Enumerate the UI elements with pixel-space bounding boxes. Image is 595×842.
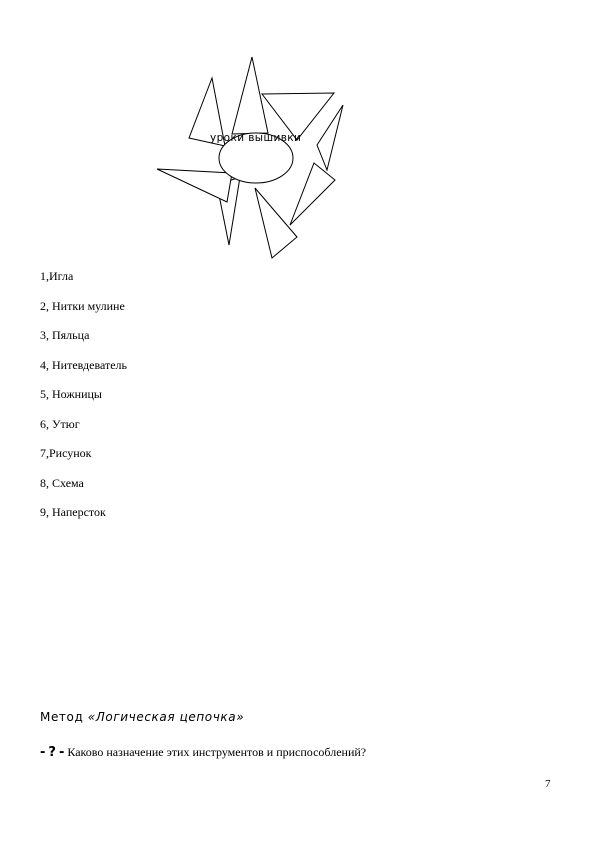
dash-marker: - (58, 745, 65, 760)
dash-marker: - (40, 745, 46, 760)
list-item: 4, Нитевдеватель (40, 357, 128, 372)
diagram-ray-left (157, 169, 232, 202)
question-text: Каково назначение этих инструментов и приспособлений? (67, 745, 367, 759)
list-item: 8, Схема (40, 475, 84, 490)
list-item: 3, Пяльца (40, 328, 90, 342)
question-mark-icon: ? (48, 745, 56, 760)
diagram-center-label: уроки вышивки (210, 132, 302, 144)
sun-diagram (0, 0, 595, 300)
method-prefix: Метод (40, 710, 84, 724)
list-item: 1,Игла (40, 269, 74, 283)
method-heading (40, 710, 244, 724)
list-item: 7,Рисунок (40, 446, 92, 460)
question-line (40, 745, 366, 760)
list-item: 9, Наперсток (40, 505, 106, 519)
diagram-ray-right (290, 163, 335, 225)
method-name: «Логическая цепочка» (87, 710, 245, 724)
diagram-ray-top-right-2 (317, 105, 343, 170)
tools-list (40, 269, 127, 535)
page-number: 7 (545, 778, 551, 790)
list-item: 5, Ножницы (40, 387, 102, 401)
list-item: 6, Утюг (40, 416, 80, 431)
list-item: 2, Нитки мулине (40, 298, 125, 313)
